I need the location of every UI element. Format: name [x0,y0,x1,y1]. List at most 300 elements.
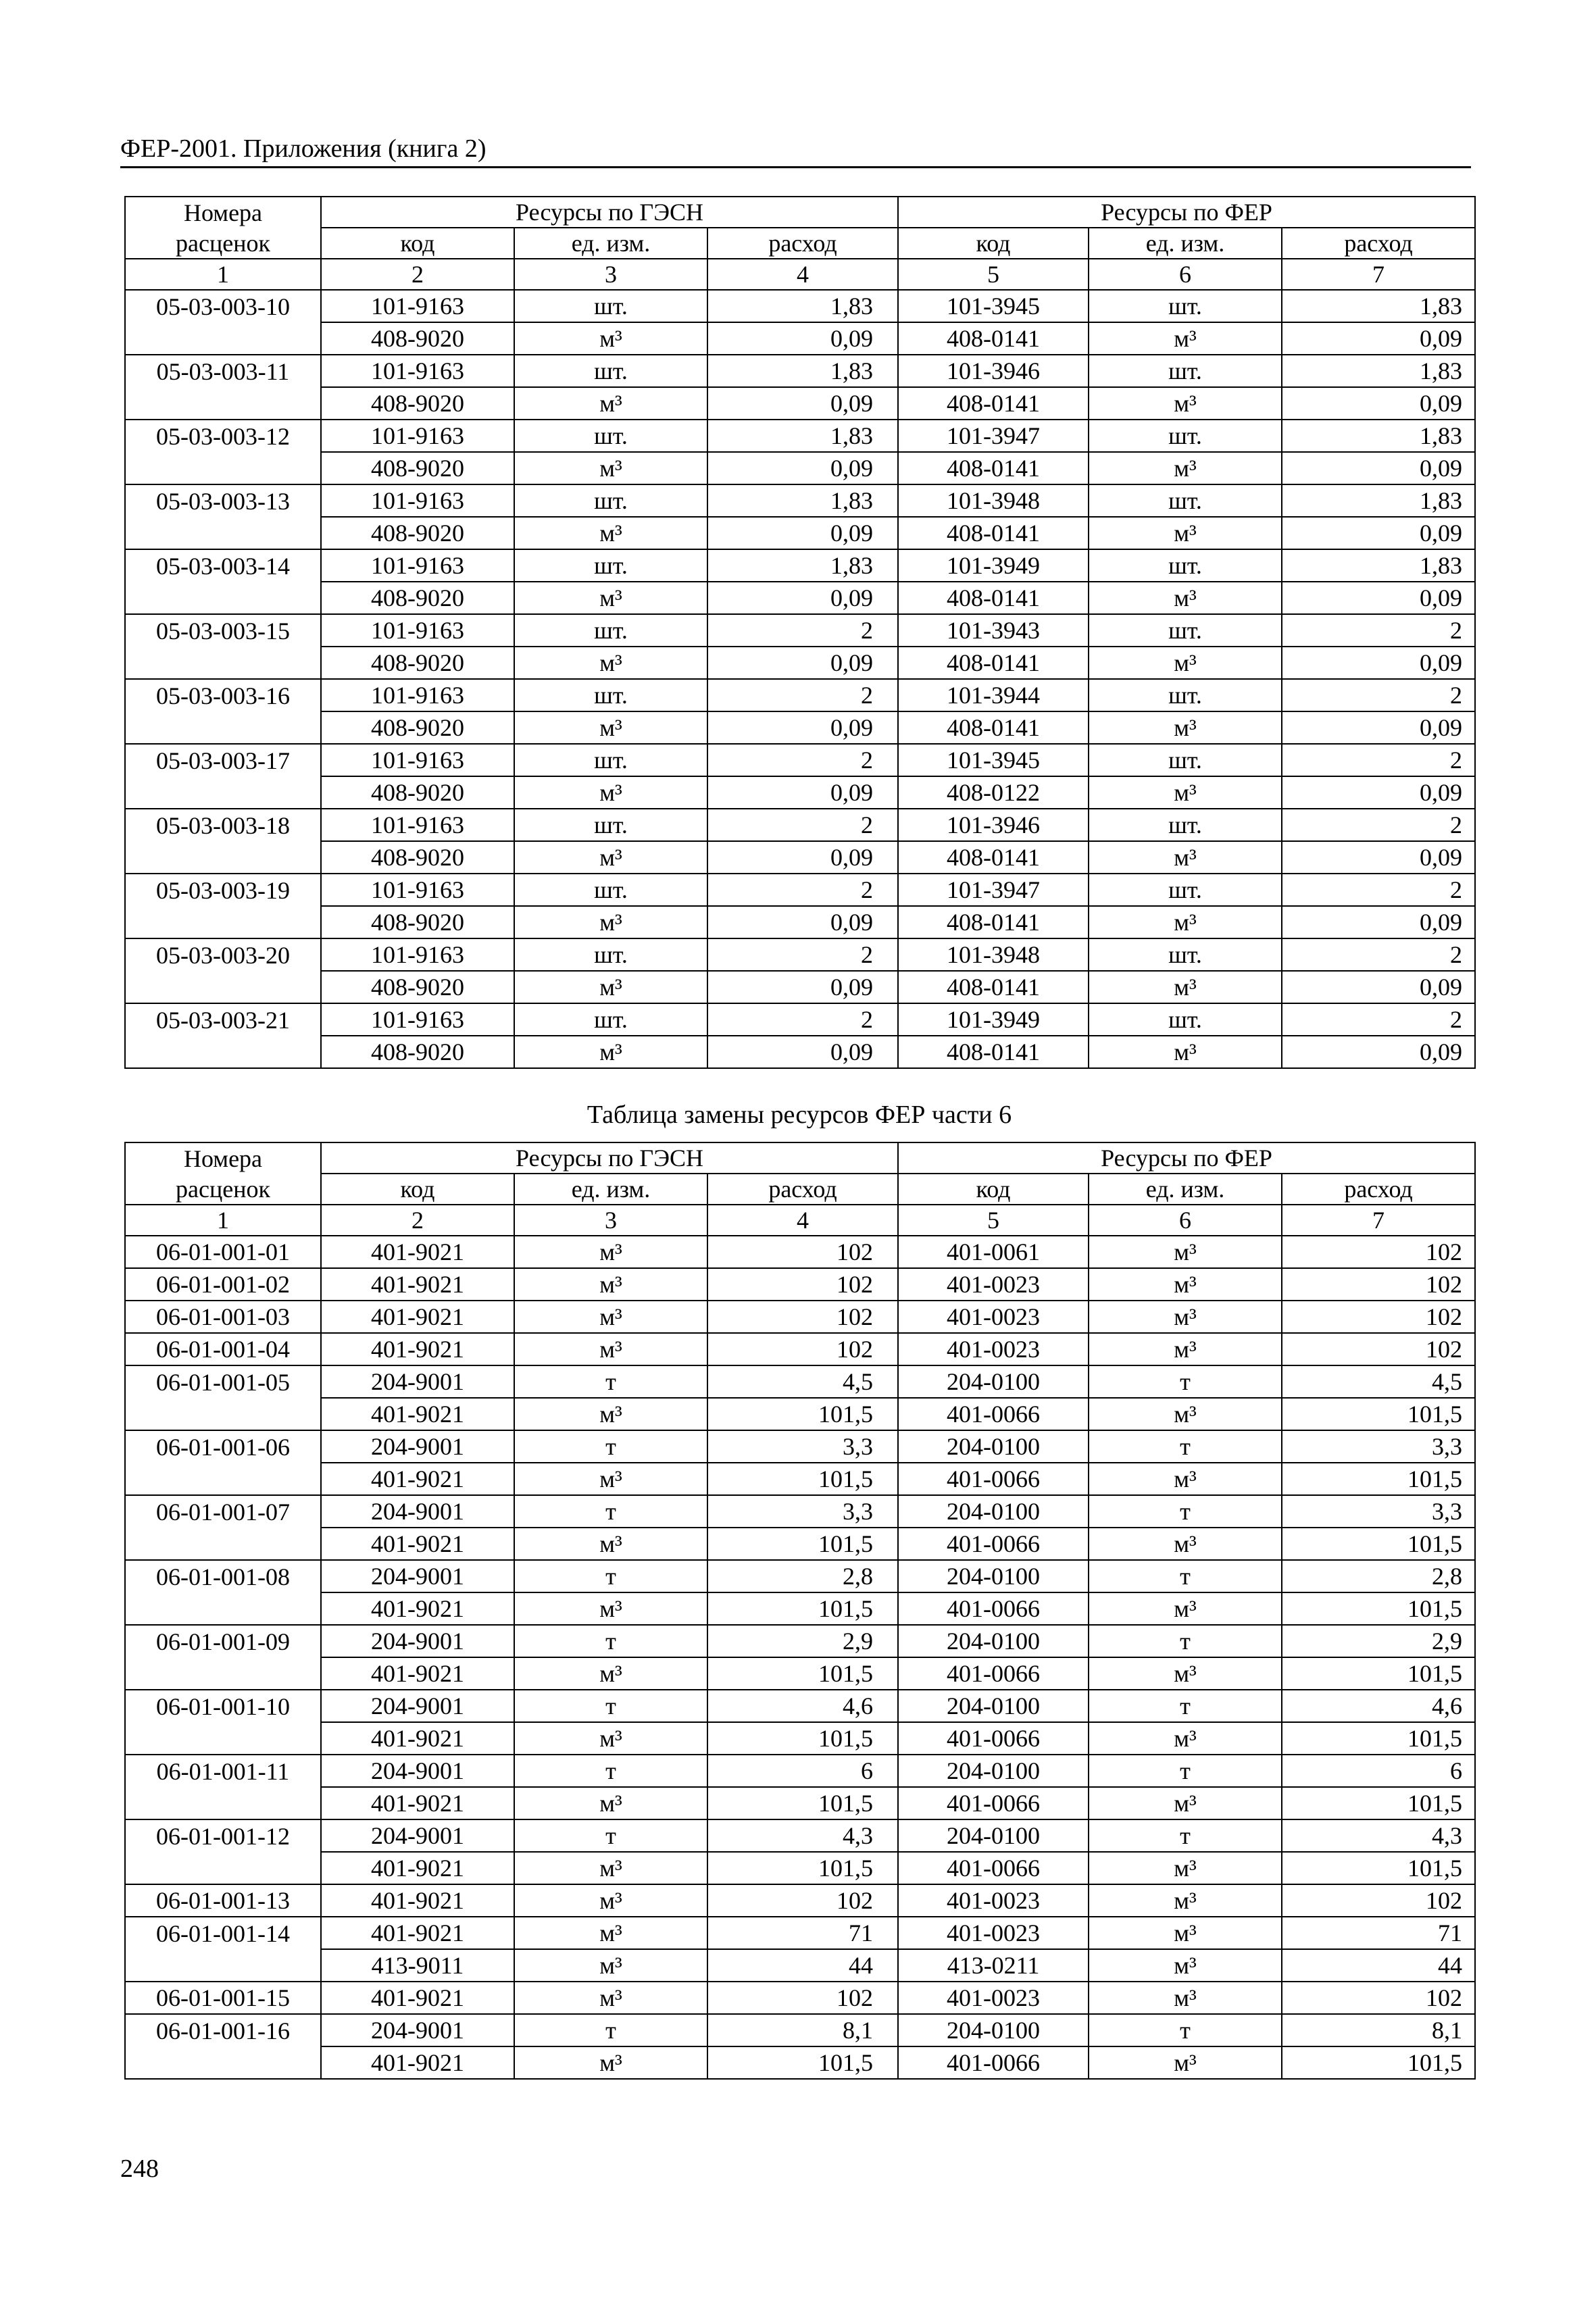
gesn-code-cell: 204-9001 [321,1560,514,1592]
table-row [125,744,1475,776]
gesn-code-cell: 401-9021 [321,1333,514,1365]
fer-code-cell: 204-0100 [898,1755,1089,1787]
gesn-code-cell: 101-9163 [321,290,514,322]
table-row [125,322,1475,355]
gesn-qty-cell: 1,83 [707,549,898,582]
fer-code-cell: 204-0100 [898,1430,1089,1463]
fer-unit-cell: шт. [1089,549,1282,582]
gesn-unit-cell: м³ [514,1884,707,1917]
gesn-code-cell: 401-9021 [321,1528,514,1560]
header-row-numbers [125,259,1475,290]
table-row [125,841,1475,874]
fer-unit-cell: м³ [1089,1236,1282,1268]
gesn-unit-cell: м³ [514,322,707,355]
rate-number-cell [125,841,321,874]
gesn-unit-cell: шт. [514,614,707,647]
table-row [125,1236,1475,1268]
header-row-columns [125,1174,1475,1205]
column-header-gesn-qty: расход [707,228,898,259]
gesn-qty-cell: 0,09 [707,906,898,938]
gesn-code-cell: 101-9163 [321,744,514,776]
gesn-qty-cell: 101,5 [707,1528,898,1560]
rate-number-cell [125,387,321,420]
gesn-qty-cell: 3,3 [707,1495,898,1528]
gesn-qty-cell: 0,09 [707,776,898,809]
column-number: 5 [898,1205,1089,1236]
gesn-unit-cell: м³ [514,906,707,938]
fer-code-cell: 101-3949 [898,549,1089,582]
column-group-fer: Ресурсы по ФЕР [898,197,1475,228]
gesn-unit-cell: т [514,1819,707,1852]
gesn-qty-cell: 0,09 [707,322,898,355]
gesn-unit-cell: м³ [514,1333,707,1365]
fer-unit-cell: м³ [1089,322,1282,355]
fer-code-cell: 401-0061 [898,1236,1089,1268]
table-row [125,809,1475,841]
gesn-code-cell: 401-9021 [321,1884,514,1917]
gesn-qty-cell: 2 [707,614,898,647]
table-row [125,1333,1475,1365]
rate-number-cell: 05-03-003-21 [125,1003,321,1036]
fer-unit-cell: шт. [1089,874,1282,906]
table-row [125,1787,1475,1819]
rate-number-cell: 06-01-001-09 [125,1625,321,1657]
fer-code-cell: 101-3949 [898,1003,1089,1036]
fer-unit-cell: м³ [1089,1268,1282,1301]
fer-qty-cell: 1,83 [1282,420,1475,452]
fer-code-cell: 401-0066 [898,1852,1089,1884]
column-header-gesn-qty: расход [707,1174,898,1205]
fer-qty-cell: 101,5 [1282,1528,1475,1560]
fer-qty-cell: 0,09 [1282,711,1475,744]
gesn-code-cell: 101-9163 [321,549,514,582]
header-row-groups [125,197,1475,228]
column-header-gesn-unit: ед. изм. [514,1174,707,1205]
fer-code-cell: 401-0023 [898,1333,1089,1365]
gesn-code-cell: 401-9021 [321,1787,514,1819]
fer-qty-cell: 102 [1282,1236,1475,1268]
page-number: 248 [120,2155,159,2183]
gesn-qty-cell: 2 [707,874,898,906]
gesn-qty-cell: 0,09 [707,971,898,1003]
gesn-unit-cell: шт. [514,938,707,971]
fer-unit-cell: шт. [1089,355,1282,387]
gesn-code-cell: 408-9020 [321,387,514,420]
gesn-unit-cell: м³ [514,1949,707,1982]
gesn-qty-cell: 0,09 [707,841,898,874]
table-row [125,1755,1475,1787]
fer-unit-cell: м³ [1089,452,1282,484]
column-number: 1 [125,259,321,290]
gesn-unit-cell: шт. [514,874,707,906]
table-row [125,582,1475,614]
table-row [125,290,1475,322]
gesn-qty-cell: 2 [707,1003,898,1036]
fer-qty-cell: 101,5 [1282,2046,1475,2079]
fer-qty-cell: 101,5 [1282,1852,1475,1884]
column-header-fer-code: код [898,1174,1089,1205]
fer-qty-cell: 2 [1282,809,1475,841]
gesn-unit-cell: шт. [514,1003,707,1036]
rate-number-cell [125,1592,321,1625]
rate-number-cell [125,647,321,679]
rate-number-cell: 06-01-001-11 [125,1755,321,1787]
column-header-fer-qty: расход [1282,228,1475,259]
gesn-qty-cell: 1,83 [707,484,898,517]
gesn-qty-cell: 2 [707,809,898,841]
rate-number-cell: 06-01-001-12 [125,1819,321,1852]
fer-qty-cell: 0,09 [1282,387,1475,420]
column-header-fer-qty: расход [1282,1174,1475,1205]
gesn-code-cell: 401-9021 [321,1982,514,2014]
fer-code-cell: 401-0066 [898,1592,1089,1625]
gesn-code-cell: 413-9011 [321,1949,514,1982]
rate-number-cell: 05-03-003-15 [125,614,321,647]
gesn-unit-cell: м³ [514,776,707,809]
gesn-code-cell: 204-9001 [321,1690,514,1722]
table-row [125,1495,1475,1528]
fer-unit-cell: м³ [1089,647,1282,679]
fer-code-cell: 101-3947 [898,874,1089,906]
fer-qty-cell: 102 [1282,1982,1475,2014]
fer-unit-cell: шт. [1089,938,1282,971]
gesn-code-cell: 401-9021 [321,2046,514,2079]
rate-number-cell: 06-01-001-08 [125,1560,321,1592]
gesn-code-cell: 401-9021 [321,1722,514,1755]
column-header-number-bottom: расценок [125,1174,321,1205]
table-row [125,1560,1475,1592]
gesn-code-cell: 408-9020 [321,776,514,809]
table-row [125,938,1475,971]
fer-code-cell: 204-0100 [898,1819,1089,1852]
gesn-unit-cell: м³ [514,1398,707,1430]
fer-code-cell: 401-0023 [898,1268,1089,1301]
gesn-code-cell: 401-9021 [321,1268,514,1301]
table-row [125,971,1475,1003]
fer-unit-cell: м³ [1089,2046,1282,2079]
table-row [125,1690,1475,1722]
table-row [125,1268,1475,1301]
fer-qty-cell: 2 [1282,614,1475,647]
column-number: 3 [514,1205,707,1236]
column-group-fer: Ресурсы по ФЕР [898,1142,1475,1174]
fer-qty-cell: 101,5 [1282,1592,1475,1625]
fer-qty-cell: 0,09 [1282,841,1475,874]
fer-qty-cell: 2,8 [1282,1560,1475,1592]
gesn-unit-cell: шт. [514,679,707,711]
fer-code-cell: 408-0141 [898,1036,1089,1068]
fer-unit-cell: т [1089,1755,1282,1787]
gesn-qty-cell: 0,09 [707,452,898,484]
fer-qty-cell: 0,09 [1282,906,1475,938]
gesn-unit-cell: шт. [514,420,707,452]
fer-unit-cell: т [1089,1430,1282,1463]
gesn-qty-cell: 8,1 [707,2014,898,2046]
gesn-code-cell: 408-9020 [321,517,514,549]
fer-unit-cell: шт. [1089,290,1282,322]
table-row [125,1722,1475,1755]
fer-qty-cell: 0,09 [1282,517,1475,549]
table-row [125,1917,1475,1949]
gesn-qty-cell: 101,5 [707,1398,898,1430]
fer-unit-cell: м³ [1089,971,1282,1003]
table-row [125,711,1475,744]
gesn-qty-cell: 3,3 [707,1430,898,1463]
gesn-qty-cell: 0,09 [707,517,898,549]
fer-code-cell: 101-3946 [898,809,1089,841]
rate-number-cell: 05-03-003-20 [125,938,321,971]
fer-qty-cell: 4,6 [1282,1690,1475,1722]
gesn-code-cell: 408-9020 [321,711,514,744]
table-row [125,1036,1475,1068]
rate-number-cell [125,1722,321,1755]
fer-code-cell: 101-3944 [898,679,1089,711]
table-row [125,387,1475,420]
table-row [125,1657,1475,1690]
rate-number-cell: 06-01-001-07 [125,1495,321,1528]
gesn-qty-cell: 102 [707,1982,898,2014]
rate-number-cell: 05-03-003-12 [125,420,321,452]
table-row [125,1463,1475,1495]
gesn-unit-cell: м³ [514,452,707,484]
fer-code-cell: 401-0066 [898,1398,1089,1430]
table-row [125,647,1475,679]
fer-code-cell: 204-0100 [898,1625,1089,1657]
fer-code-cell: 408-0141 [898,582,1089,614]
gesn-qty-cell: 0,09 [707,582,898,614]
fer-qty-cell: 2 [1282,744,1475,776]
rate-number-cell [125,1528,321,1560]
rate-number-cell [125,1036,321,1068]
gesn-code-cell: 408-9020 [321,452,514,484]
fer-qty-cell: 0,09 [1282,322,1475,355]
fer-code-cell: 401-0023 [898,1917,1089,1949]
gesn-unit-cell: м³ [514,582,707,614]
gesn-unit-cell: т [514,1365,707,1398]
gesn-unit-cell: м³ [514,1301,707,1333]
fer-unit-cell: т [1089,1625,1282,1657]
gesn-unit-cell: м³ [514,1463,707,1495]
column-group-gesn: Ресурсы по ГЭСН [321,197,898,228]
table-row [125,906,1475,938]
rate-number-cell: 06-01-001-13 [125,1884,321,1917]
rate-number-cell [125,776,321,809]
fer-qty-cell: 4,3 [1282,1819,1475,1852]
fer-qty-cell: 1,83 [1282,484,1475,517]
gesn-unit-cell: т [514,1430,707,1463]
fer-code-cell: 408-0122 [898,776,1089,809]
gesn-qty-cell: 44 [707,1949,898,1982]
rate-number-cell: 05-03-003-10 [125,290,321,322]
rate-number-cell [125,711,321,744]
fer-qty-cell: 0,09 [1282,971,1475,1003]
table-row [125,1430,1475,1463]
table-row [125,484,1475,517]
gesn-qty-cell: 101,5 [707,1722,898,1755]
table-row [125,1982,1475,2014]
rate-number-cell [125,1787,321,1819]
rate-number-cell [125,1949,321,1982]
column-number: 1 [125,1205,321,1236]
column-header-gesn-code: код [321,228,514,259]
gesn-unit-cell: м³ [514,1982,707,2014]
fer-qty-cell: 102 [1282,1268,1475,1301]
fer-unit-cell: м³ [1089,776,1282,809]
gesn-code-cell: 101-9163 [321,679,514,711]
gesn-qty-cell: 0,09 [707,387,898,420]
gesn-qty-cell: 101,5 [707,1592,898,1625]
rate-number-cell: 06-01-001-03 [125,1301,321,1333]
gesn-unit-cell: м³ [514,1852,707,1884]
gesn-code-cell: 401-9021 [321,1398,514,1430]
gesn-unit-cell: шт. [514,809,707,841]
rate-number-cell [125,582,321,614]
gesn-qty-cell: 0,09 [707,711,898,744]
fer-unit-cell: м³ [1089,1657,1282,1690]
table-row [125,1819,1475,1852]
fer-unit-cell: м³ [1089,841,1282,874]
gesn-qty-cell: 4,3 [707,1819,898,1852]
rate-number-cell: 05-03-003-16 [125,679,321,711]
gesn-qty-cell: 1,83 [707,355,898,387]
gesn-qty-cell: 1,83 [707,420,898,452]
gesn-qty-cell: 2 [707,679,898,711]
column-header-fer-unit: ед. изм. [1089,1174,1282,1205]
gesn-code-cell: 101-9163 [321,809,514,841]
table-row [125,1852,1475,1884]
fer-unit-cell: м³ [1089,1301,1282,1333]
table-row [125,1949,1475,1982]
gesn-unit-cell: м³ [514,841,707,874]
header-row-numbers [125,1205,1475,1236]
table-row [125,1301,1475,1333]
gesn-qty-cell: 4,6 [707,1690,898,1722]
gesn-unit-cell: шт. [514,549,707,582]
fer-unit-cell: шт. [1089,679,1282,711]
fer-code-cell: 204-0100 [898,1495,1089,1528]
fer-code-cell: 408-0141 [898,906,1089,938]
fer-unit-cell: м³ [1089,1787,1282,1819]
rate-number-cell: 05-03-003-13 [125,484,321,517]
rate-number-cell: 05-03-003-14 [125,549,321,582]
gesn-code-cell: 401-9021 [321,1917,514,1949]
table-caption: Таблица замены ресурсов ФЕР части 6 [587,1101,1012,1129]
fer-qty-cell: 0,09 [1282,647,1475,679]
rate-number-cell: 06-01-001-15 [125,1982,321,2014]
fer-qty-cell: 0,09 [1282,776,1475,809]
gesn-unit-cell: м³ [514,1722,707,1755]
fer-code-cell: 408-0141 [898,517,1089,549]
fer-qty-cell: 2 [1282,874,1475,906]
table-row [125,1884,1475,1917]
gesn-unit-cell: т [514,1755,707,1787]
gesn-unit-cell: м³ [514,971,707,1003]
fer-qty-cell: 2,9 [1282,1625,1475,1657]
fer-qty-cell: 1,83 [1282,355,1475,387]
gesn-code-cell: 101-9163 [321,484,514,517]
gesn-code-cell: 204-9001 [321,2014,514,2046]
fer-unit-cell: м³ [1089,1917,1282,1949]
fer-unit-cell: м³ [1089,711,1282,744]
column-header-gesn-unit: ед. изм. [514,228,707,259]
fer-qty-cell: 102 [1282,1884,1475,1917]
column-number: 7 [1282,259,1475,290]
header-row-columns [125,228,1475,259]
gesn-qty-cell: 2,8 [707,1560,898,1592]
gesn-qty-cell: 101,5 [707,2046,898,2079]
fer-unit-cell: м³ [1089,387,1282,420]
rate-number-cell [125,517,321,549]
gesn-code-cell: 408-9020 [321,906,514,938]
rate-number-cell [125,971,321,1003]
gesn-qty-cell: 102 [707,1884,898,1917]
rate-number-cell [125,1398,321,1430]
gesn-code-cell: 401-9021 [321,1301,514,1333]
gesn-qty-cell: 2 [707,938,898,971]
fer-qty-cell: 3,3 [1282,1495,1475,1528]
fer-unit-cell: т [1089,1819,1282,1852]
gesn-unit-cell: м³ [514,1268,707,1301]
table-row [125,2046,1475,2079]
fer-unit-cell: шт. [1089,420,1282,452]
fer-code-cell: 101-3943 [898,614,1089,647]
rate-number-cell: 05-03-003-17 [125,744,321,776]
rate-number-cell: 05-03-003-11 [125,355,321,387]
fer-code-cell: 401-0066 [898,1657,1089,1690]
gesn-unit-cell: м³ [514,517,707,549]
fer-qty-cell: 0,09 [1282,582,1475,614]
table-row [125,355,1475,387]
table-row [125,1625,1475,1657]
column-number: 4 [707,1205,898,1236]
table-body [125,290,1475,1068]
gesn-qty-cell: 102 [707,1268,898,1301]
table-row [125,874,1475,906]
fer-code-cell: 101-3947 [898,420,1089,452]
table-body [125,1236,1475,2079]
gesn-unit-cell: м³ [514,2046,707,2079]
gesn-code-cell: 204-9001 [321,1819,514,1852]
table-row [125,1003,1475,1036]
table-row [125,1592,1475,1625]
gesn-unit-cell: шт. [514,484,707,517]
fer-code-cell: 204-0100 [898,1690,1089,1722]
fer-unit-cell: м³ [1089,1036,1282,1068]
fer-unit-cell: м³ [1089,1463,1282,1495]
fer-unit-cell: м³ [1089,1528,1282,1560]
column-number: 2 [321,259,514,290]
gesn-code-cell: 204-9001 [321,1495,514,1528]
table-row [125,517,1475,549]
rate-number-cell: 06-01-001-04 [125,1333,321,1365]
fer-unit-cell: шт. [1089,1003,1282,1036]
fer-qty-cell: 44 [1282,1949,1475,1982]
gesn-unit-cell: т [514,2014,707,2046]
fer-unit-cell: шт. [1089,744,1282,776]
gesn-code-cell: 408-9020 [321,322,514,355]
gesn-qty-cell: 101,5 [707,1787,898,1819]
gesn-code-cell: 204-9001 [321,1430,514,1463]
fer-code-cell: 401-0066 [898,1722,1089,1755]
fer-code-cell: 401-0066 [898,1528,1089,1560]
table-row [125,776,1475,809]
fer-unit-cell: м³ [1089,1722,1282,1755]
gesn-qty-cell: 101,5 [707,1852,898,1884]
rate-number-cell: 06-01-001-05 [125,1365,321,1398]
page-header: ФЕР-2001. Приложения (книга 2) [120,132,1471,168]
gesn-qty-cell: 101,5 [707,1657,898,1690]
fer-unit-cell: м³ [1089,1333,1282,1365]
